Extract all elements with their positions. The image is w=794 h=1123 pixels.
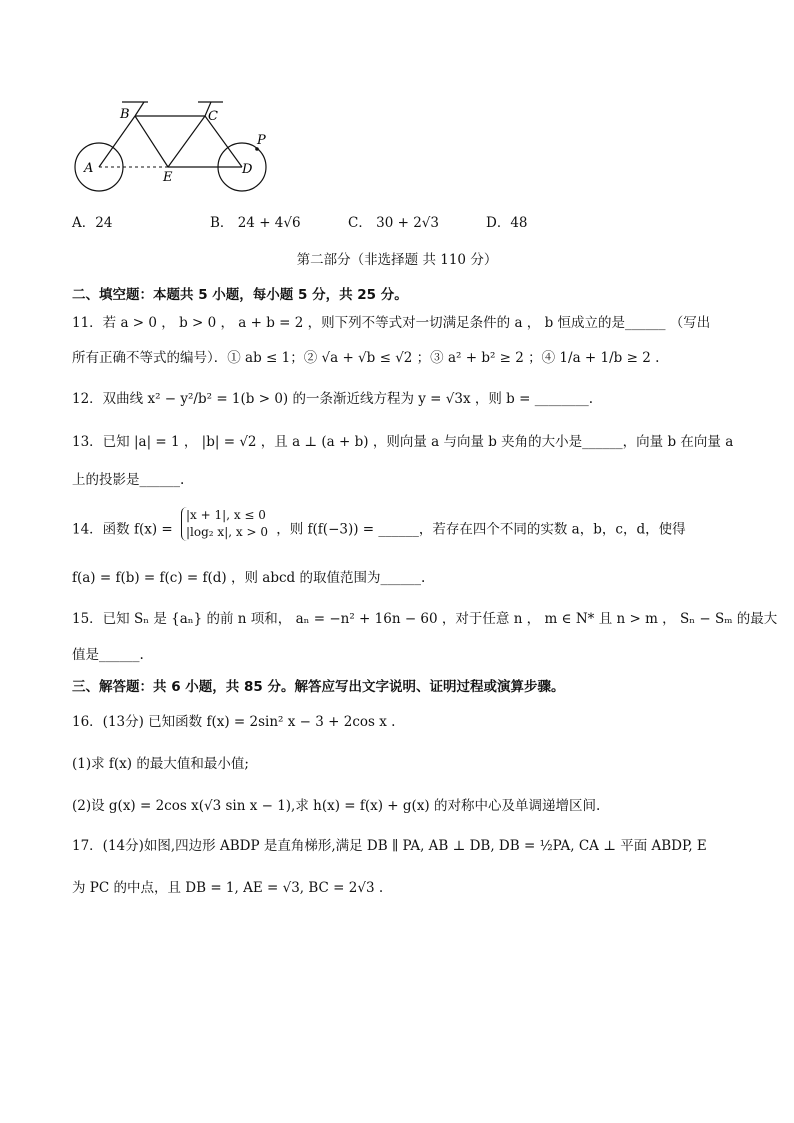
- section2-header: 二、填空题：本题共 5 小题，每小题 5 分，共 25 分。: [72, 287, 408, 303]
- option-c: [348, 211, 439, 231]
- q14-line2: f(a) = f(b) = f(c) = f(d) ，则 abcd 的取值范围为______.: [72, 570, 426, 586]
- label-b: B: [120, 107, 130, 122]
- q14-suffix: ，则 f(f(−3)) = ______，若存在四个不同的实数 a，b，c，d，使得: [276, 521, 686, 538]
- q11-line1: 11．若 a > 0 ， b > 0 ， a + b = 2 ，则下列不等式对一切满足条件的 a ， b 恒成立的是______ （写出: [72, 315, 711, 331]
- q13-line2: 上的投影是______.: [72, 472, 185, 488]
- q16-stem: 16．(13分) 已知函数 f(x) = 2sin² x − 3 + 2cos x .: [72, 714, 396, 730]
- q12: 12．双曲线 x² − y²/b² = 1(b > 0) 的一条渐近线方程为 y = √3x ，则 b = ________.: [72, 391, 593, 407]
- option-b-label: B．: [210, 215, 234, 231]
- q11-line2: 所有正确不等式的编号）．① ab ≤ 1；② √a + √b ≤ √2 ；③ a² + b² ≥ 2 ；④ 1/a + 1/b ≥ 2 .: [72, 350, 660, 366]
- option-b: [210, 211, 301, 231]
- q14-piece1: |x + 1|, x ≤ 0: [186, 508, 266, 522]
- label-c: C: [208, 109, 218, 124]
- frame-ec: [168, 116, 205, 167]
- label-d: D: [242, 162, 253, 177]
- frame-ab: [99, 116, 135, 167]
- frame-be: [135, 116, 168, 167]
- option-c-expr: 30 + 2√3: [376, 215, 439, 231]
- part2-title: 第二部分（非选择题 共 110 分）: [296, 252, 498, 268]
- q17-line2: 为 PC 的中点，且 DB = 1, AE = √3, BC = 2√3 .: [72, 880, 384, 896]
- option-d: D．48: [486, 215, 528, 231]
- q15-line2: 值是______.: [72, 647, 144, 663]
- q13-line1: 13．已知 |a| = 1 ， |b| = √2 ，且 a ⊥ (a + b) ，则向量 a 与向量 b 夹角的大小是______，向量 b 在向量 a: [72, 434, 734, 450]
- option-a: A．24: [72, 215, 113, 231]
- q16-part1: (1)求 f(x) 的最大值和最小值;: [72, 756, 249, 772]
- q14-piecewise: [181, 507, 268, 541]
- option-c-label: C．: [348, 215, 372, 231]
- seat-post: [135, 102, 144, 116]
- label-p: P: [257, 133, 266, 148]
- q14-piece2: |log₂ x|, x > 0: [186, 525, 268, 539]
- bicycle-figure: [68, 96, 278, 198]
- label-e: E: [163, 170, 173, 185]
- label-a: A: [84, 161, 94, 176]
- q17-line1: 17．(14分)如图,四边形 ABDP 是直角梯形,满足 DB ∥ PA, AB ⊥ DB, DB = ½PA, CA ⊥ 平面 ABDP, E: [72, 838, 707, 854]
- q15-line1: 15．已知 Sₙ 是 {aₙ} 的前 n 项和， aₙ = −n² + 16n − 60 ，对于任意 n ， m ∈ N* 且 n > m ， Sₙ − Sₘ 的最大: [72, 611, 778, 627]
- q16-part2: (2)设 g(x) = 2cos x(√3 sin x − 1),求 h(x) = f(x) + g(x) 的对称中心及单调递增区间.: [72, 798, 601, 814]
- option-b-expr: 24 + 4√6: [237, 215, 301, 231]
- q14-line1: [72, 508, 686, 547]
- section3-header: 三、解答题：共 6 小题，共 85 分。解答应写出文字说明、证明过程或演算步骤。: [72, 679, 565, 695]
- q14-prefix: 14．函数 f(x) =: [72, 521, 173, 538]
